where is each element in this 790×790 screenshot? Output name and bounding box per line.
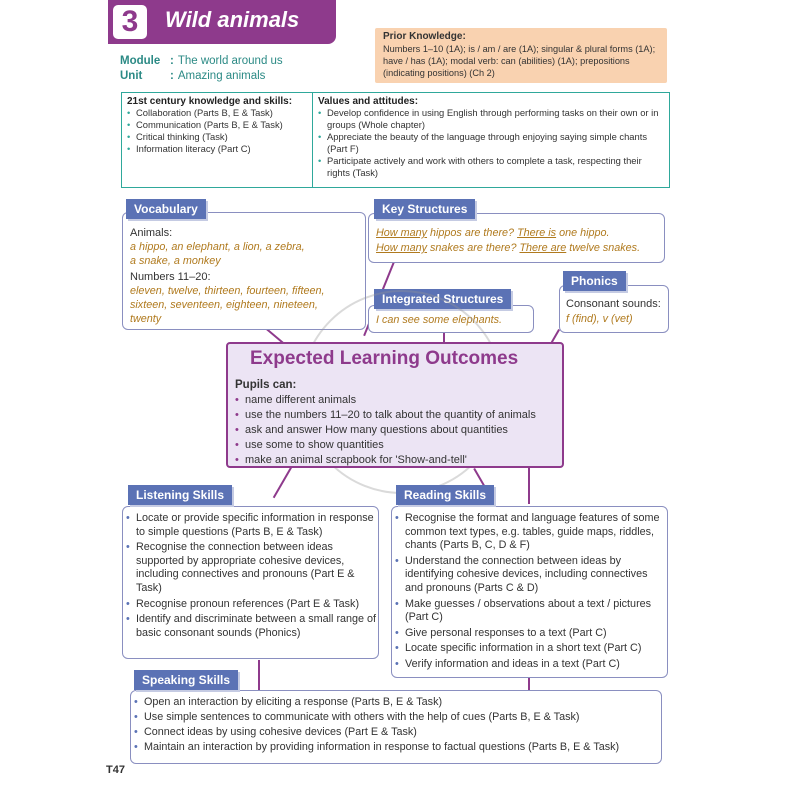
list-item: • use some to show quantities [235,439,384,451]
list-item: • Recognise the connection between ideas supported by appropriate cohesive devices, including connectives and pronouns (Part E & Task) [126,541,355,594]
list-item: • make an animal scrapbook for 'Show-and-tell' [235,454,467,466]
values-title: Values and attitudes: [318,96,419,107]
key-structure-line: How many snakes are there? There are twelve snakes. [376,242,641,254]
integrated-structures-tag: Integrated Structures [374,289,511,309]
list-item: • Use simple sentences to communicate with others with the help of cues (Parts B, E & Task) [134,711,580,723]
elo-title: Expected Learning Outcomes [250,348,519,369]
list-item: • Recognise pronoun references (Part E & Task) [126,597,360,610]
numbers-line: twenty [130,313,162,325]
skills-divider [312,93,313,187]
pupils-can-label: Pupils can: [235,379,297,391]
unit-value: Amazing animals [177,70,266,82]
list-item: • Make guesses / observations about a text / pictures (Part C) [395,597,652,624]
animals-line: a snake, a monkey [130,255,221,267]
list-item: • Understand the connection between ideas by identifying cohesive devices, including connectives and pronouns (Parts C & D) [395,554,648,594]
list-item: • Appreciate the beauty of the language through enjoying saying simple chants (Part F) [318,131,648,154]
list-item: • Recognise the format and language features of some common text types, e.g. tables, guide maps, riddles, chants (Parts B, C, D & F) [395,512,660,552]
list-item: • Communication (Parts B, E & Task) [127,119,283,130]
values-section [318,96,663,179]
connector-line [273,467,292,498]
numbers-line: sixteen, seventeen, eighteen, nineteen, [130,299,318,311]
listening-skills-tag: Listening Skills [128,485,232,505]
module-row: Module : The world around us [120,55,283,67]
list-item: • Develop confidence in using English through performing tasks on their own or in groups (Whole chapter) [318,107,659,130]
unit-title: Wild animals [165,7,300,32]
connector-line [529,468,531,504]
phonics-text: f (find), v (vet) [566,313,633,325]
list-item: • Maintain an interaction by providing information in response to factual questions (Parts B, E & Task) [134,741,620,753]
module-value: The world around us [177,55,283,67]
list-item: • name different animals [235,394,357,406]
unit-row: Unit : Amazing animals [120,70,266,82]
phonics-content [566,297,668,327]
list-item: • Critical thinking (Task) [127,131,228,142]
elo-content [235,378,557,468]
animals-label: Animals: [130,227,173,239]
list-item: • Collaboration (Parts B, E & Task) [127,107,273,118]
unit-number-badge: 3 [110,2,150,42]
speaking-skills-content [133,696,660,756]
key-structures-tag: Key Structures [374,199,475,219]
prior-knowledge-title: Prior Knowledge: [383,31,466,42]
century-skills-title: 21st century knowledge and skills: [127,96,293,107]
list-item: • Identify and discriminate between a small range of basic consonant sounds (Phonics) [126,613,377,639]
module-label: Module [120,55,161,67]
numbers-label: Numbers 11–20: [130,271,211,283]
vocabulary-tag: Vocabulary [126,199,206,219]
reading-skills-content [394,512,666,674]
animals-line: a hippo, an elephant, a lion, a zebra, [130,241,305,253]
unit-label: Unit [120,70,143,82]
page-number: T47 [106,764,125,776]
key-structures-content [376,226,662,256]
prior-knowledge-text: Numbers 1–10 (1A); is / am / are (1A); singular & plural forms (1A); have / has (1A); modal verb: can (abilities) (1A); prepositions (indicating positions) (Ch 2) [383,44,656,78]
numbers-line: eleven, twelve, thirteen, fourteen, fifteen, [130,285,325,297]
list-item: • Locate or provide specific information in response to simple questions (Parts B, E & Task) [126,512,374,538]
list-item: • Locate specific information in a short text (Part C) [395,642,642,655]
list-item: • Participate actively and work with others to complete a task, respecting their rights (Task) [318,155,642,178]
key-structure-line: How many hippos are there? There is one hippo. [376,227,610,239]
list-item: • Connect ideas by using cohesive devices (Part E & Task) [134,726,417,738]
integrated-structures-text: I can see some elephants. [376,314,503,326]
vocabulary-content [130,226,362,326]
prior-knowledge-box [375,28,667,83]
speaking-skills-tag: Speaking Skills [134,670,238,690]
list-item: • Open an interaction by eliciting a response (Parts B, E & Task) [134,696,443,708]
list-item: • Verify information and ideas in a text (Part C) [395,657,620,670]
list-item: • use the numbers 11–20 to talk about the quantity of animals [235,409,536,421]
listening-skills-content [125,512,377,642]
century-skills-section [127,96,309,155]
list-item: • Give personal responses to a text (Part C) [395,626,607,639]
phonics-label: Consonant sounds: [566,298,661,310]
phonics-tag: Phonics [563,271,626,291]
reading-skills-tag: Reading Skills [396,485,494,505]
list-item: • Information literacy (Part C) [127,143,251,154]
list-item: • ask and answer How many questions about quantities [235,424,508,436]
